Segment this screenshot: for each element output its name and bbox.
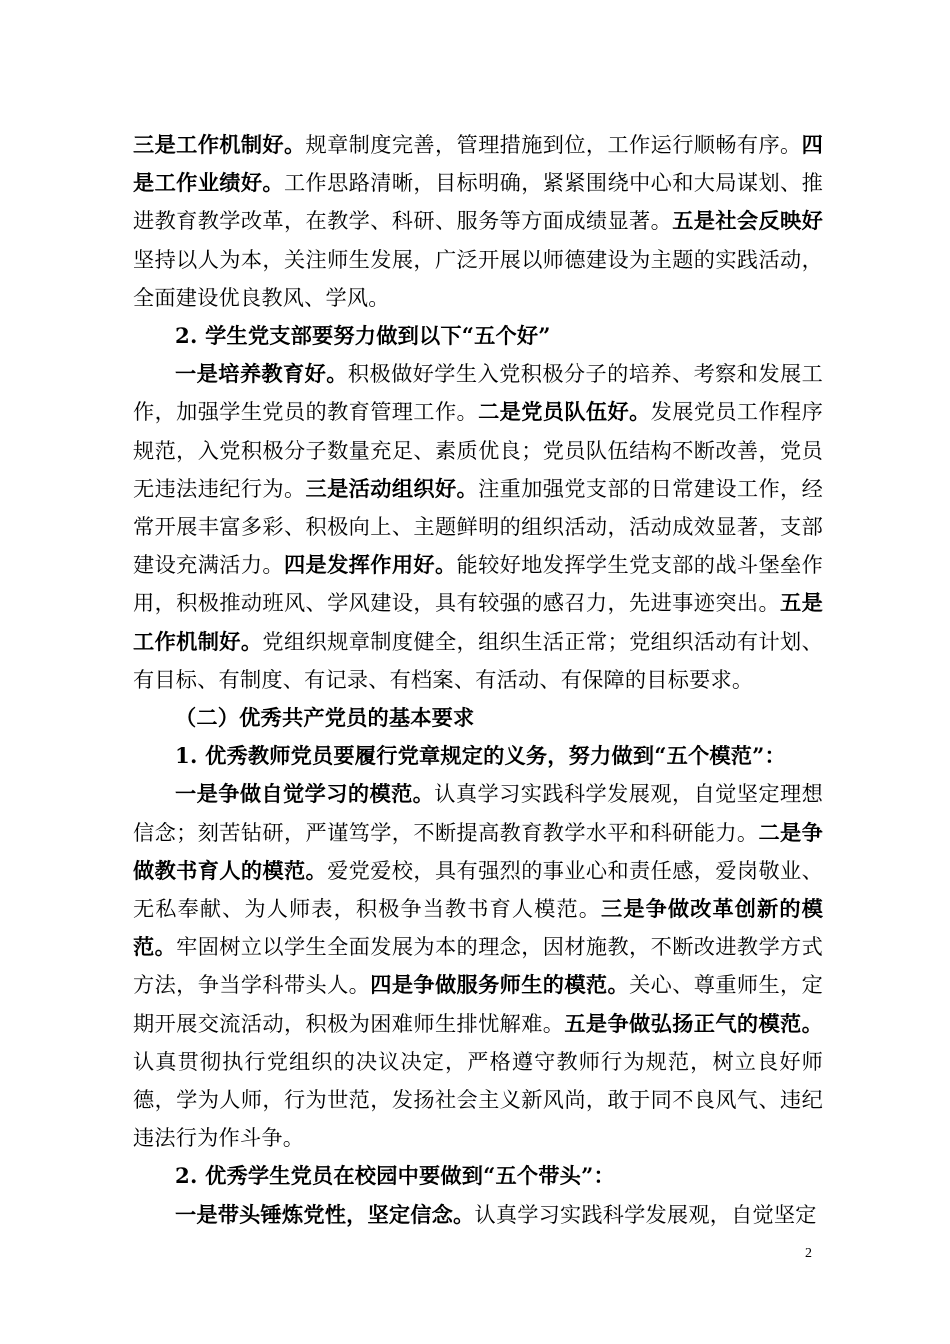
paragraph-student-member [133,1196,823,1234]
bold-lead-phrase: 一是带头锤炼党性，坚定信念。 [175,1201,475,1227]
body-text: 积极做好学生入党积极分子的培养、考察和发展工作，加强学生党员的教育管理工作。 [133,361,823,425]
body-text: 认真贯彻执行党组织的决议决定，严格遵守教师行为规范，树立良好师德，学为人师，行为世范，发扬社会主义新风尚，敢于同不良风气、违纪违法行为作斗争。 [133,1048,823,1151]
heading-excellent-member-requirements [133,699,823,737]
bold-lead-phrase: 五是社会反映好 [672,208,823,234]
bold-lead-phrase: 二是争做教书育人的模范。 [133,819,823,883]
body-text: 关心、尊重师生，定期开展交流活动，积极为困难师生排忧解难。 [133,972,823,1036]
bold-lead-phrase: 三是争做改革创新的模范。 [133,896,823,960]
paragraph-teacher-member [133,775,823,1157]
bold-lead-phrase: 三是活动组织好。 [305,475,479,501]
body-text: 坚持以人为本，关注师生发展，广泛开展以师德建设为主题的实践活动，全面建设优良教风、学风。 [133,246,823,310]
bold-lead-phrase: 四是争做服务师生的模范。 [370,972,630,998]
body-text: 认真学习实践科学发展观，自觉坚定 [474,1201,817,1227]
bold-lead-phrase: 2. 学生党支部要努力做到以下“五个好” [175,323,551,349]
bold-lead-phrase: 2. 优秀学生党员在校园中要做到“五个带头”： [175,1163,615,1189]
body-text: 爱党爱校，具有强烈的事业心和责任感，爱岗敬业、无私奉献、为人师表，积极争当教书育人模范。 [133,857,823,922]
heading-teacher-member-five-models [133,737,823,775]
paragraph-work-mechanism [133,126,823,317]
body-text: 牢固树立以学生全面发展为本的理念，因材施教，不断改进教学方式方法，争当学科带头人。 [133,934,823,998]
body-text: 工作思路清晰，目标明确，紧紧围绕中心和大局谋划、推进教育教学改革，在教学、科研、服务等方面成绩显著。 [133,170,823,234]
heading-student-branch-five-goods [133,317,823,355]
document-body [133,126,823,1234]
bold-lead-phrase: 一是争做自觉学习的模范。 [175,781,435,807]
body-text: 党组织规章制度健全，组织生活正常；党组织活动有计划、有目标、有制度、有记录、有档案、有活动、有保障的目标要求。 [133,628,824,692]
body-text: 注重加强党支部的日常建设工作，经常开展丰富多彩、积极向上、主题鲜明的组织活动，活动成效显著，支部建设充满活力。 [133,475,823,578]
body-text: 规章制度完善，管理措施到位，工作运行顺畅有序。 [305,132,802,157]
body-text: 发展党员工作程序规范，入党积极分子数量充足、素质优良；党员队伍结构不断改善，党员无违法违纪行为。 [133,399,824,501]
paragraph-student-branch [133,355,823,699]
bold-lead-phrase: 四是工作业绩好。 [133,132,823,196]
bold-lead-phrase: 四是发挥作用好。 [283,552,457,578]
bold-lead-phrase: 三是工作机制好。 [133,132,306,157]
heading-student-member-five-leads [133,1157,823,1195]
bold-lead-phrase: 五是工作机制好。 [133,590,823,654]
page-number: 2 [805,1246,812,1261]
bold-lead-phrase: （二）优秀共产党员的基本要求 [175,705,475,731]
bold-lead-phrase: 五是争做弘扬正气的模范。 [564,1010,823,1036]
body-text: 认真学习实践科学发展观，自觉坚定理想信念；刻苦钻研，严谨笃学，不断提高教育教学水平和科研能力。 [133,781,824,845]
bold-lead-phrase: 一是培养教育好。 [175,361,348,387]
body-text: 能较好地发挥学生党支部的战斗堡垒作用，积极推动班风、学风建设，具有较强的感召力，先进事迹突出。 [133,552,823,616]
bold-lead-phrase: 二是党员队伍好。 [478,399,651,425]
bold-lead-phrase: 1. 优秀教师党员要履行党章规定的义务，努力做到“五个模范”： [175,743,786,769]
